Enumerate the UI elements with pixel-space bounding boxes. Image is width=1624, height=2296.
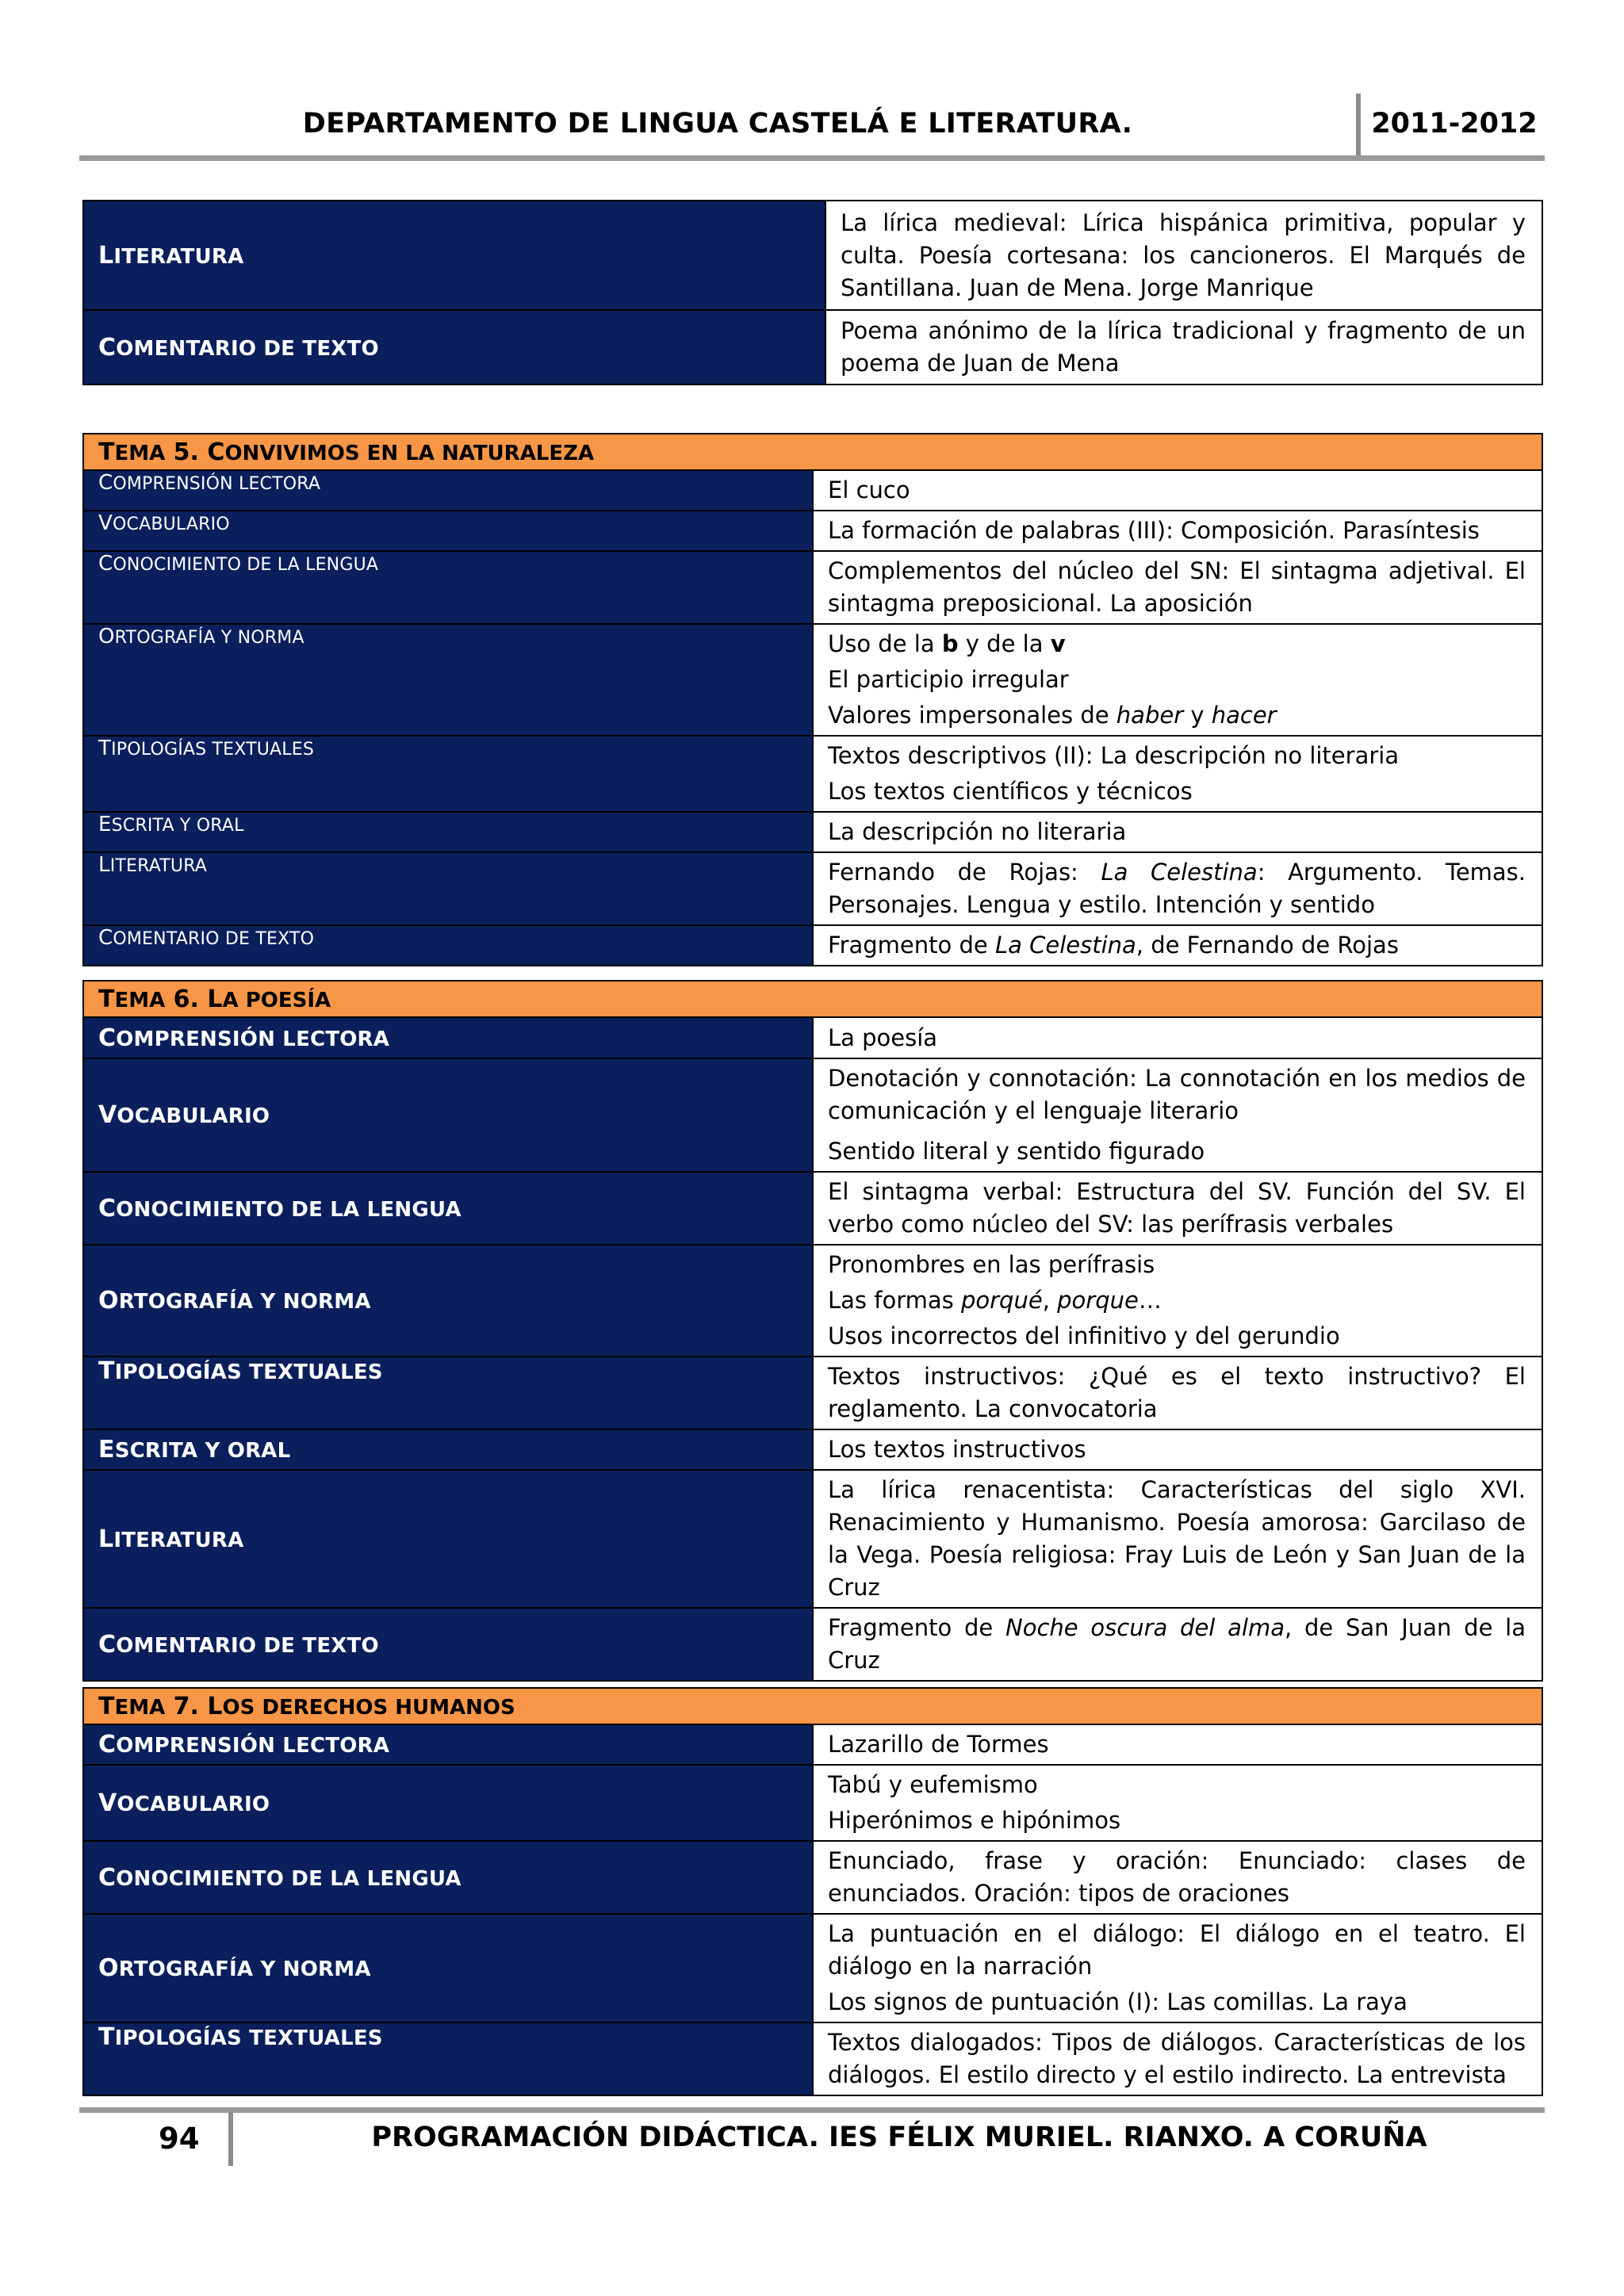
table-row bbox=[83, 551, 1542, 624]
table-row bbox=[83, 1914, 1542, 2022]
row-value: Denotación y connotación: La connotación en los medios de comunicación y el lenguaje literario Sentido literal y sentido figurado bbox=[813, 1058, 1542, 1172]
table-row bbox=[83, 1172, 1542, 1245]
row-value: Uso de la b y de la v El participio irregular Valores impersonales de haber y hacer bbox=[813, 624, 1542, 736]
row-value: Fragmento de La Celestina, de Fernando de Rojas bbox=[813, 925, 1542, 966]
table-row bbox=[83, 2022, 1542, 2095]
table-row bbox=[83, 925, 1542, 966]
page-footer bbox=[79, 2107, 1545, 2171]
row-label: LITERATURA bbox=[83, 1470, 813, 1608]
table-header-row bbox=[83, 981, 1542, 1017]
row-value: La lírica medieval: Lírica hispánica primitiva, popular y culta. Poesía cortesana: los cancioneros. El Marqués de Santillana. Juan de Mena. Jorge Manrique bbox=[825, 201, 1542, 310]
page-header bbox=[79, 94, 1545, 160]
row-label: COMENTARIO DE TEXTO bbox=[83, 1608, 813, 1681]
row-value: Lazarillo de Tormes bbox=[813, 1724, 1542, 1765]
row-value: Poema anónimo de la lírica tradicional y fragmento de un poema de Juan de Mena bbox=[825, 310, 1542, 385]
row-label: VOCABULARIO bbox=[83, 1058, 813, 1172]
row-value: Los textos instructivos bbox=[813, 1429, 1542, 1470]
table-row bbox=[83, 1841, 1542, 1914]
row-label: VOCABULARIO bbox=[83, 1765, 813, 1841]
row-value: La poesía bbox=[813, 1017, 1542, 1058]
table-row bbox=[83, 1017, 1542, 1058]
row-label: COMPRENSIÓN LECTORA bbox=[83, 1017, 813, 1058]
table-row bbox=[83, 1245, 1542, 1357]
row-value: Fragmento de Noche oscura del alma, de San Juan de la Cruz bbox=[813, 1608, 1542, 1681]
row-value: La puntuación en el diálogo: El diálogo en el teatro. El diálogo en la narración Los signos de puntuación (I): Las comillas. La raya bbox=[813, 1914, 1542, 2022]
header-rule bbox=[79, 155, 1545, 161]
row-label: TIPOLOGÍAS TEXTUALES bbox=[83, 1357, 813, 1429]
row-label: ORTOGRAFÍA Y NORMA bbox=[83, 1245, 813, 1357]
row-value: Textos descriptivos (II): La descripción no literaria Los textos científicos y técnicos bbox=[813, 736, 1542, 812]
footer-text: PROGRAMACIÓN DIDÁCTICA. IES FÉLIX MURIEL. RIANXO. A CORUÑA bbox=[371, 2122, 1427, 2153]
table-row bbox=[83, 1724, 1542, 1765]
row-label: CONOCIMIENTO DE LA LENGUA bbox=[83, 551, 813, 624]
row-value: Pronombres en las perífrasis Las formas porqué, porque… Usos incorrectos del infinitivo y del gerundio bbox=[813, 1245, 1542, 1357]
table-row bbox=[83, 201, 1542, 310]
table-row bbox=[83, 1608, 1542, 1681]
row-label: LITERATURA bbox=[83, 201, 825, 310]
table-row bbox=[83, 624, 1542, 736]
row-value: Textos dialogados: Tipos de diálogos. Características de los diálogos. El estilo directo y el estilo indirecto. La entrevista bbox=[813, 2022, 1542, 2095]
table-header-row bbox=[83, 434, 1542, 470]
row-label: ESCRITA Y ORAL bbox=[83, 1429, 813, 1470]
table-row bbox=[83, 1357, 1542, 1429]
tema-title: TEMA 6. LA POESÍA bbox=[83, 981, 1542, 1017]
row-label: VOCABULARIO bbox=[83, 511, 813, 551]
page-number: 94 bbox=[159, 2122, 200, 2156]
row-label: COMPRENSIÓN LECTORA bbox=[83, 1724, 813, 1765]
tema-title: TEMA 7. LOS DERECHOS HUMANOS bbox=[83, 1688, 1542, 1724]
row-label: TIPOLOGÍAS TEXTUALES bbox=[83, 2022, 813, 2095]
row-label: COMENTARIO DE TEXTO bbox=[83, 925, 813, 966]
table-row bbox=[83, 1429, 1542, 1470]
table-row bbox=[83, 310, 1542, 385]
row-label: CONOCIMIENTO DE LA LENGUA bbox=[83, 1841, 813, 1914]
table-row bbox=[83, 1765, 1542, 1841]
header-title: DEPARTAMENTO DE LINGUA CASTELÁ E LITERATURA. bbox=[302, 108, 1133, 140]
header-separator bbox=[1356, 94, 1361, 157]
table-row bbox=[83, 511, 1542, 551]
table-header-row bbox=[83, 1688, 1542, 1724]
tema-title: TEMA 5. CONVIVIMOS EN LA NATURALEZA bbox=[83, 434, 1542, 470]
table-continuation bbox=[82, 200, 1543, 385]
table-row bbox=[83, 852, 1542, 925]
row-value: Fernando de Rojas: La Celestina: Argumento. Temas. Personajes. Lengua y estilo. Intención y sentido bbox=[813, 852, 1542, 925]
table-tema-5 bbox=[82, 433, 1543, 966]
table-tema-7 bbox=[82, 1687, 1543, 2096]
row-value: El cuco bbox=[813, 470, 1542, 511]
row-value: La descripción no literaria bbox=[813, 812, 1542, 852]
table-tema-6 bbox=[82, 980, 1543, 1682]
row-label: COMENTARIO DE TEXTO bbox=[83, 310, 825, 385]
row-value: Textos instructivos: ¿Qué es el texto instructivo? El reglamento. La convocatoria bbox=[813, 1357, 1542, 1429]
table-row bbox=[83, 736, 1542, 812]
row-label: TIPOLOGÍAS TEXTUALES bbox=[83, 736, 813, 812]
row-label: LITERATURA bbox=[83, 852, 813, 925]
row-value: Enunciado, frase y oración: Enunciado: clases de enunciados. Oración: tipos de oraciones bbox=[813, 1841, 1542, 1914]
row-value: El sintagma verbal: Estructura del SV. Función del SV. El verbo como núcleo del SV: las perífrasis verbales bbox=[813, 1172, 1542, 1245]
row-label: ORTOGRAFÍA Y NORMA bbox=[83, 624, 813, 736]
header-year: 2011-2012 bbox=[1371, 108, 1538, 140]
table-row bbox=[83, 1058, 1542, 1172]
table-row bbox=[83, 1470, 1542, 1608]
row-value: La formación de palabras (III): Composición. Parasíntesis bbox=[813, 511, 1542, 551]
footer-separator bbox=[228, 2112, 233, 2166]
row-value: Complementos del núcleo del SN: El sintagma adjetival. El sintagma preposicional. La aposición bbox=[813, 551, 1542, 624]
row-label: ORTOGRAFÍA Y NORMA bbox=[83, 1914, 813, 2022]
row-label: ESCRITA Y ORAL bbox=[83, 812, 813, 852]
table-row bbox=[83, 812, 1542, 852]
footer-rule bbox=[79, 2107, 1545, 2113]
row-value: La lírica renacentista: Características del siglo XVI. Renacimiento y Humanismo. Poesía amorosa: Garcilaso de la Vega. Poesía religiosa: Fray Luis de León y San Juan de la Cruz bbox=[813, 1470, 1542, 1608]
table-row bbox=[83, 470, 1542, 511]
row-label: COMPRENSIÓN LECTORA bbox=[83, 470, 813, 511]
row-value: Tabú y eufemismo Hiperónimos e hipónimos bbox=[813, 1765, 1542, 1841]
row-label: CONOCIMIENTO DE LA LENGUA bbox=[83, 1172, 813, 1245]
